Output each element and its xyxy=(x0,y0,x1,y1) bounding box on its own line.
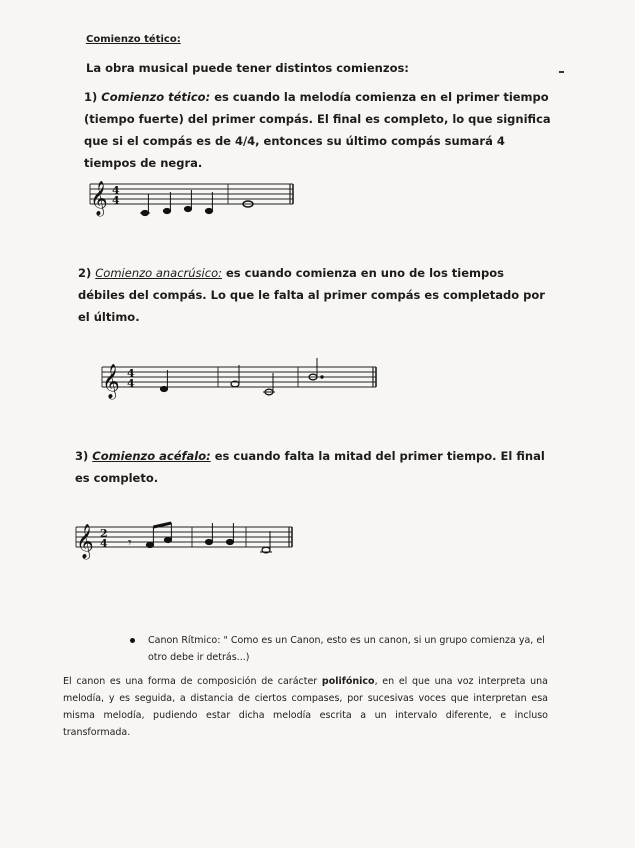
time-signature-top: 2 xyxy=(100,527,108,540)
section-number: 3) xyxy=(75,449,89,463)
time-signature-top: 4 xyxy=(127,367,135,380)
music-staff-acefalo xyxy=(74,515,296,565)
time-signature-bottom: 4 xyxy=(112,194,120,207)
time-signature-bottom: 4 xyxy=(127,377,135,390)
time-signature-top: 4 xyxy=(112,184,120,197)
note xyxy=(146,542,153,547)
canon-paragraph xyxy=(63,673,548,741)
canon-text-bold: polifónico xyxy=(321,676,375,687)
treble-clef-icon: 𝄞 xyxy=(76,524,94,559)
canon-text-start: El canon es una forma de composición de carácter xyxy=(63,676,322,687)
note xyxy=(163,208,170,213)
bullet-icon xyxy=(130,638,135,643)
canon-text-end: , en el que una voz interpreta una melodía, y es seguida, a distancia de ciertos compases, por sucesivas voces que interpretan esa misma melodía, pudiendo estar dicha melodía escrita a un intervalo diferente, e incluso transformada. xyxy=(63,676,548,738)
note xyxy=(160,386,167,391)
bullet-item-canon-ritmico xyxy=(130,632,550,666)
section-tetico xyxy=(84,86,554,174)
section-number: 1) xyxy=(84,90,98,104)
note xyxy=(164,537,171,542)
eighth-rest-icon: 𝄾 xyxy=(128,535,132,551)
section-text: es cuando falta la mitad del primer tiempo. El final es completo. xyxy=(75,449,545,485)
section-acefalo xyxy=(75,445,545,489)
section-number: 2) xyxy=(78,266,92,280)
section-term: Comienzo anacrúsico: xyxy=(95,266,222,280)
treble-clef-icon: 𝄞 xyxy=(102,364,120,399)
bullet-text: Canon Rítmico: " Como es un Canon, esto es un canon, si un grupo comienza ya, el otro debe ir detrás...) xyxy=(148,635,545,663)
page-heading: Comienzo tético: xyxy=(86,34,181,45)
section-term: Comienzo tético: xyxy=(101,90,211,104)
note xyxy=(205,208,212,213)
section-text: es cuando la melodía comienza en el primer tiempo (tiempo fuerte) del primer compás. El final es completo, lo que significa que si el compás es de 4/4, entonces su último compás sumará 4 tiempos de negra. xyxy=(84,90,551,170)
note xyxy=(184,206,191,211)
note xyxy=(205,539,212,544)
section-anacrusico xyxy=(78,262,548,328)
music-staff-anacrusico xyxy=(100,353,380,405)
section-term: Comienzo acéfalo: xyxy=(92,449,211,463)
section-text: es cuando comienza en uno de los tiempos débiles del compás. Lo que le falta al primer compás es completado por el último. xyxy=(78,266,545,324)
note xyxy=(141,210,148,215)
note xyxy=(226,539,233,544)
treble-clef-icon: 𝄞 xyxy=(90,181,108,216)
time-signature-bottom: 4 xyxy=(100,537,108,550)
intro-text: La obra musical puede tener distintos comienzos: xyxy=(86,61,409,75)
margin-mark xyxy=(559,71,564,73)
music-staff-tetico xyxy=(88,170,298,226)
